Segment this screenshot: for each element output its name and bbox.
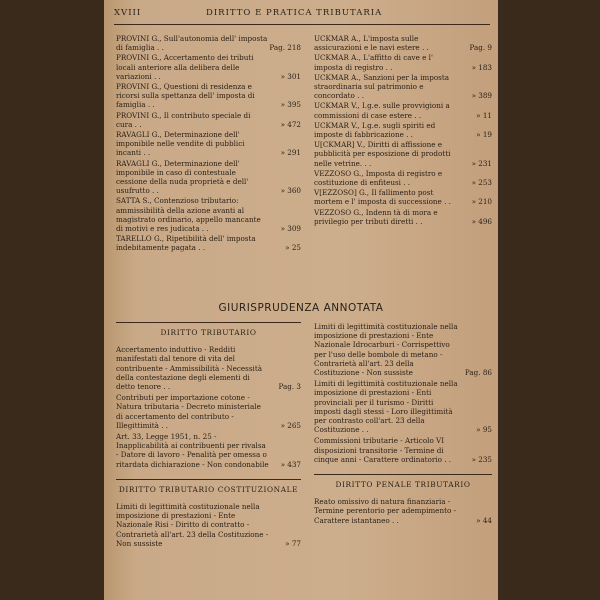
juris-entry: Limiti di legittimità costituzionale nella imposizione di prestazioni - Enti provinciali per il turismo - Diritti imposti dagli stessi - Loro illegittimità per contrasto coll'art. 23 della Costituzione . . » 95 — [314, 379, 492, 435]
index-right-column — [314, 34, 492, 227]
running-title: DIRITTO E PRATICA TRIBUTARIA — [206, 8, 383, 18]
index-entry: RAVAGLI G., Determinazione dell' imponibile in caso di contestuale cessione della nuda proprietà e dell' usufrutto . . » 360 — [116, 158, 301, 196]
subsection-heading: DIRITTO TRIBUTARIO COSTITUZIONALE — [116, 479, 301, 494]
juris-right-column — [314, 322, 492, 527]
index-entry: UCKMAR V., I.g.e. sugli spiriti ed imposte di fabbricazione . . » 19 — [314, 120, 492, 140]
index-entry: RAVAGLI G., Determinazione dell' imponibile nelle vendite di pubblici incanti . . » 291 — [116, 130, 301, 158]
index-entry: PROVINI G., Sull'autonomia dell' imposta di famiglia . . Pag. 218 — [116, 34, 301, 53]
juris-entry: Limiti di legittimità costituzionale nella imposizione di prestazioni - Ente Nazionale Idrocarburi - Corrispettivo per l'uso delle bombole di metano - Contrarietà all'art. 23 della Costituzione - Non sussiste Pag. 86 — [314, 322, 492, 378]
header-rule — [114, 24, 490, 25]
page-folio: XVIII — [114, 8, 142, 18]
juris-entry: Contributi per importazione cotone - Natura tributaria - Decreto ministeriale di accertamento del contributo - Illegittimità . . » 265 — [116, 393, 301, 430]
juris-entry: Art. 33, Legge 1951, n. 25 - Inapplicabilità ai contribuenti per rivalsa - Datore di lavoro - Penalità per omessa o ritardata dichiarazione - Non condonabile » 437 — [116, 432, 301, 469]
juris-entry: Commissioni tributarie - Articolo VI disposizioni transitorie - Termine di cinque anni - Carattere ordinatorio . . » 235 — [314, 436, 492, 464]
juris-entry: Reato omissivo di natura finanziaria - Termine perentorio per adempimento - Carattere istantaneo . . » 44 — [314, 497, 492, 525]
index-entry: PROVINI G., Il contributo speciale di cura . . » 472 — [116, 110, 301, 129]
index-entry: UCKMAR A., Sanzioni per la imposta straordinaria sul patrimonio e concordato . . » 389 — [314, 72, 492, 101]
juris-left-column — [116, 322, 301, 550]
index-entry: SATTA S., Contenzioso tributario: ammissibilità della azione avanti al magistrato ordinario, appello mancante di motivi e res judicata . . » 309 — [116, 196, 301, 234]
juris-entry: Limiti di legittimità costituzionale nella imposizione di prestazioni - Ente Nazionale Risi - Diritto di contratto - Contrarietà all'art. 23 della Costituzione - Non sussiste » 77 — [116, 502, 301, 548]
index-entry: V[EZZOSO] G., Il fallimento post mortem e l' imposta di successione . . » 210 — [314, 188, 492, 207]
index-entry: VEZZOSO G., Indenn tà di mora e privilegio per tributi diretti . . » 496 — [314, 207, 492, 226]
book-page — [104, 0, 498, 600]
index-entry: UCKMAR V., I.g.e. sulle provvigioni a commissioni di case estere . . » 11 — [314, 101, 492, 120]
index-left-column — [116, 34, 301, 254]
juris-entry: Accertamento induttivo - Redditi manifestati dal tenore di vita del contribuente - Ammissibilità - Necessità della contestazione degli elementi di detto tenore . . Pag. 3 — [116, 345, 301, 392]
index-entry: VEZZOSO G., Imposta di registro e costituzione di enfiteusi . . » 253 — [314, 168, 492, 188]
index-entry: TARELLO G., Ripetibilità dell' imposta indebitamente pagata . . » 25 — [116, 234, 301, 253]
section-title: GIURISPRUDENZA ANNOTATA — [218, 302, 384, 314]
index-entry: PROVINI G., Questioni di residenza e ricorsi sulla spettanza dell' imposta di famiglia . . » 395 — [116, 82, 301, 110]
subsection-heading: DIRITTO TRIBUTARIO — [116, 322, 301, 337]
index-entry: U[CKMAR] V., Diritti di affissione e pubblicità per esposizione di prodotti nelle vetrine. . . » 231 — [314, 140, 492, 168]
index-entry: UCKMAR A., L'imposta sulle assicurazioni e le navi estere . . Pag. 9 — [314, 34, 492, 53]
index-entry: UCKMAR A., L'affitto di cave e l' imposta di registro . . » 183 — [314, 53, 492, 72]
subsection-heading: DIRITTO PENALE TRIBUTARIO — [314, 474, 492, 489]
index-entry: PROVINI G., Accertamento dei tributi locali anteriore alla delibera delle variazioni . . » 301 — [116, 53, 301, 81]
